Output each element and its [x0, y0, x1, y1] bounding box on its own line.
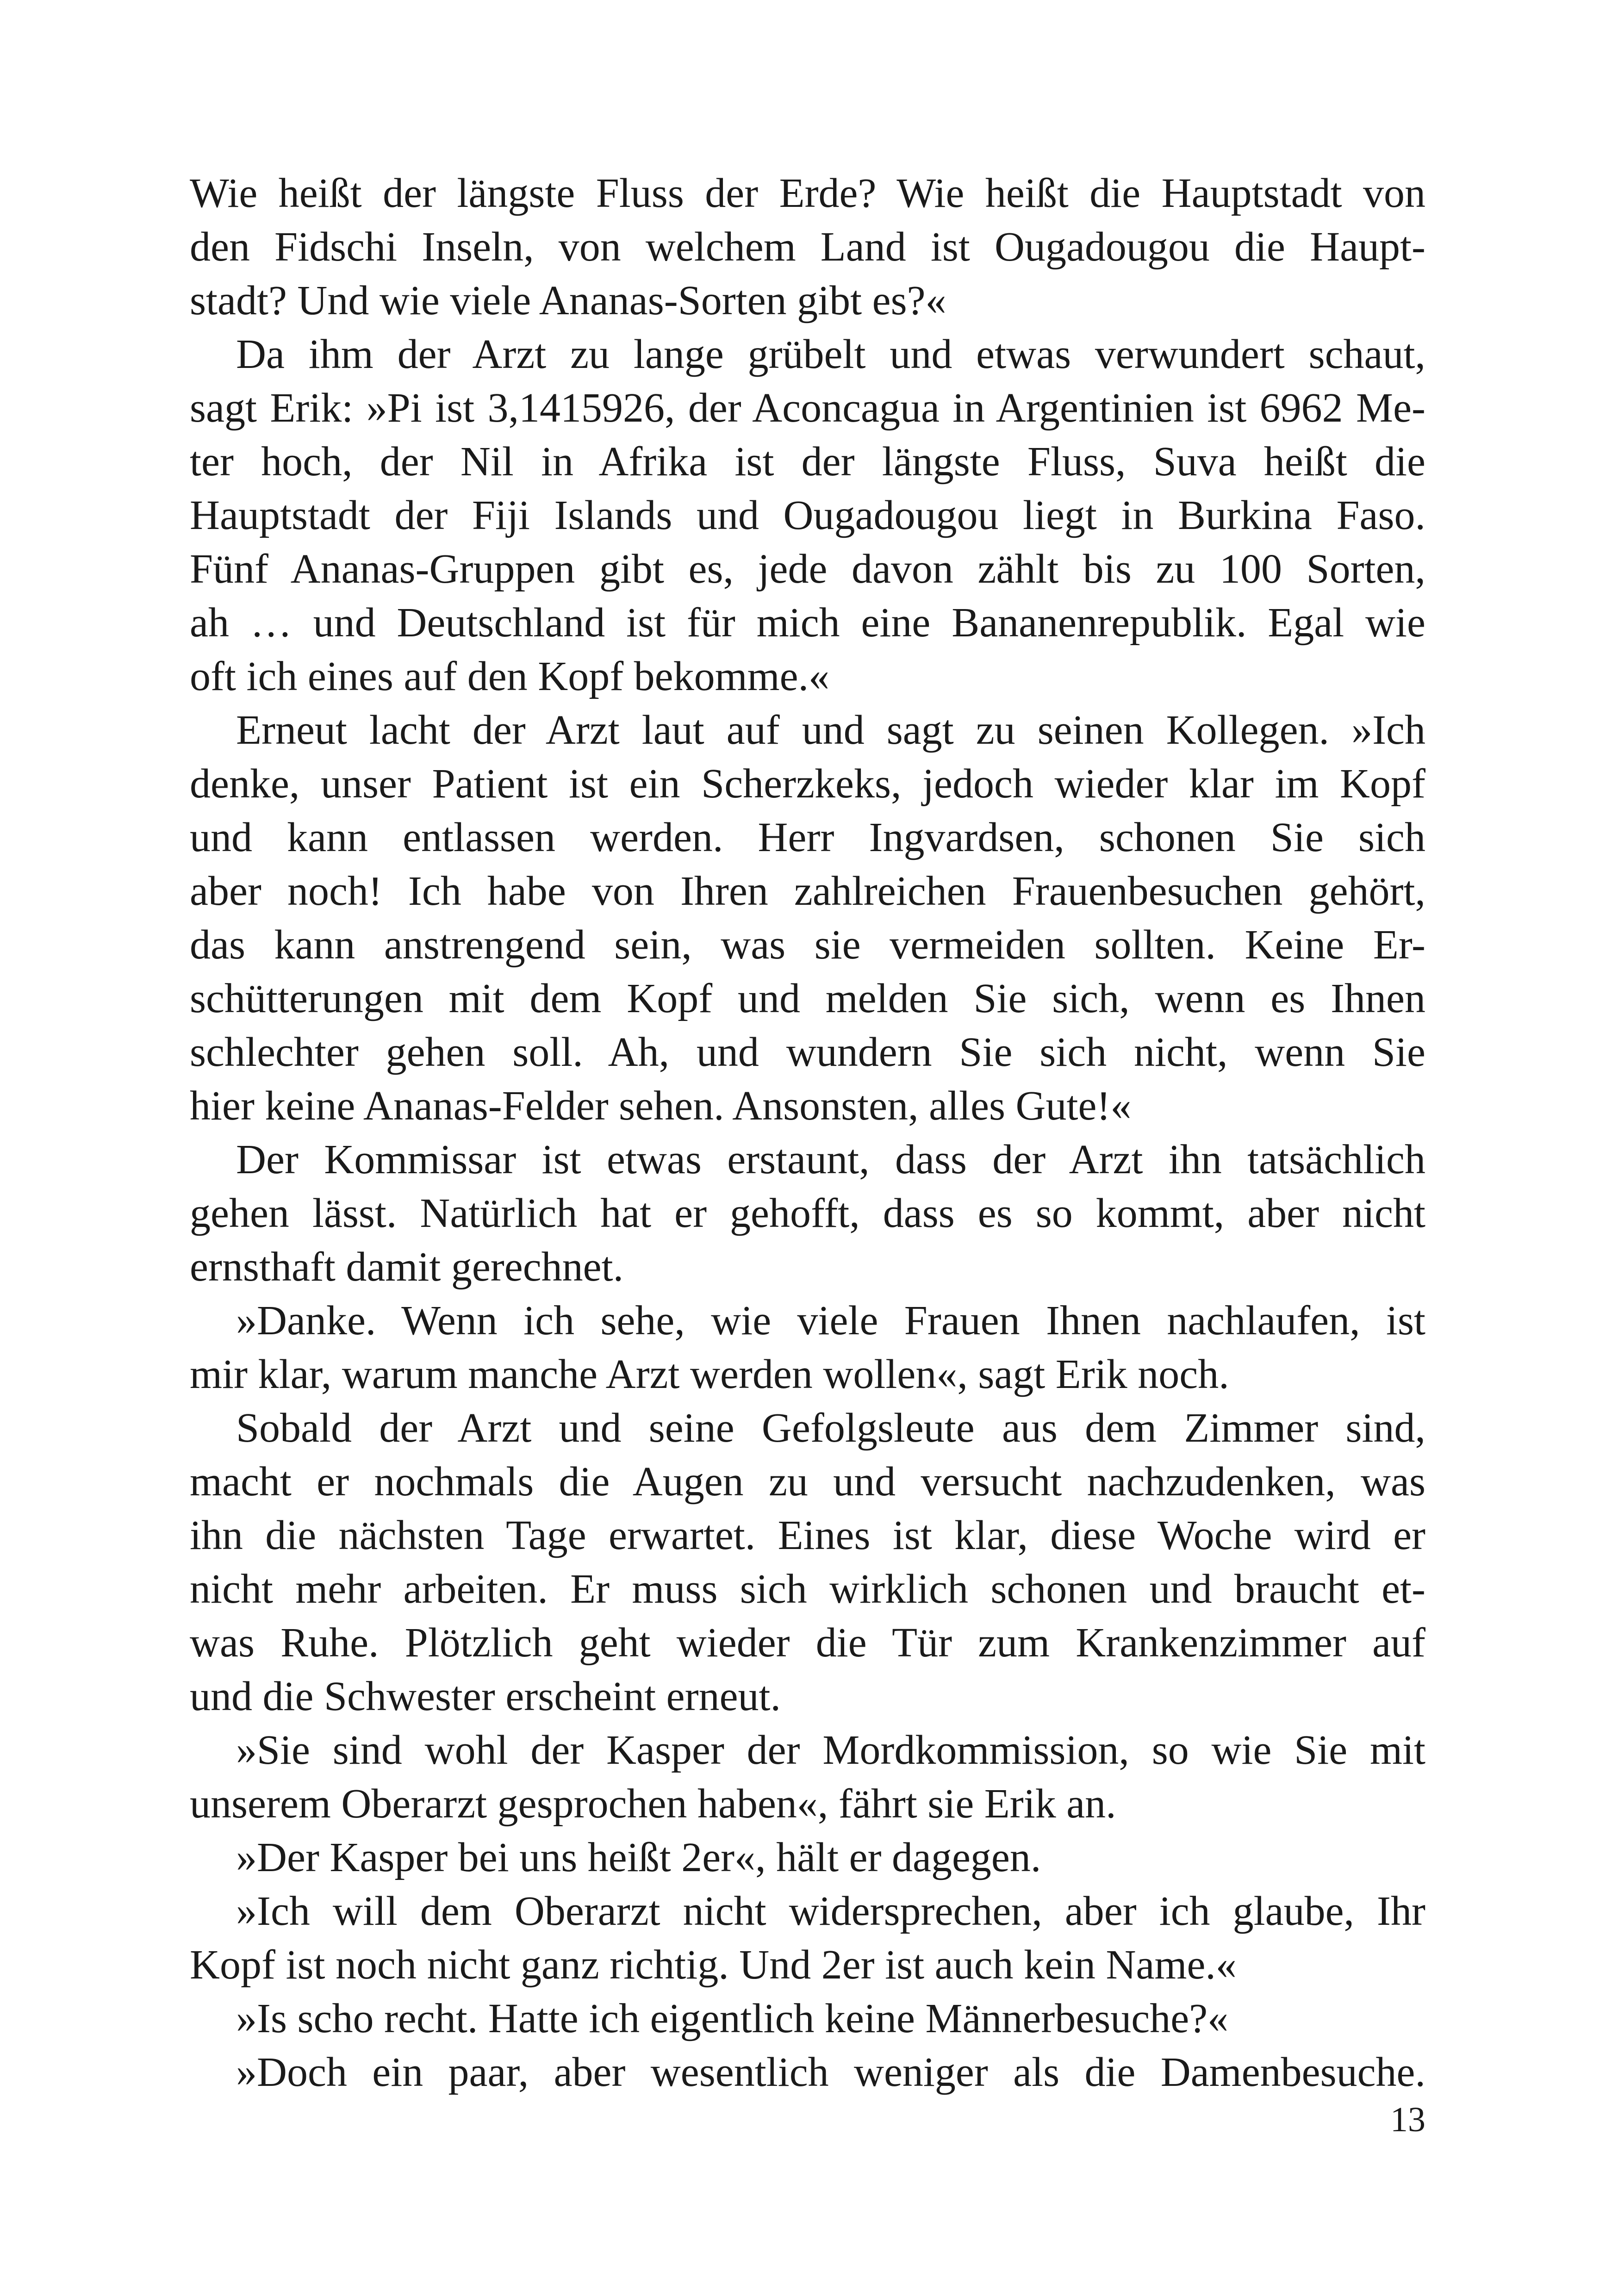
text-line: stadt? Und wie viele Ananas-Sorten gibt es?«	[190, 278, 946, 324]
text-line: hier keine Ananas-Felder sehen. Ansonsten, alles Gute!«	[190, 1083, 1132, 1129]
text-line: sagt Erik: »Pi ist 3,1415926, der Aconcagua in Argentinien ist 6962 Me-	[190, 385, 1425, 431]
text-line: »Sie sind wohl der Kasper der Mordkommission, so wie Sie mit	[236, 1727, 1425, 1773]
text-line: unserem Oberarzt gesprochen haben«, fährt sie Erik an.	[190, 1781, 1116, 1827]
text-line: Fünf Ananas-Gruppen gibt es, jede davon zählt bis zu 100 Sorten,	[190, 546, 1425, 592]
text-line: ihn die nächsten Tage erwartet. Eines ist klar, diese Woche wird er	[190, 1512, 1425, 1558]
text-line: und kann entlassen werden. Herr Ingvardsen, schonen Sie sich	[190, 815, 1425, 860]
text-line: Hauptstadt der Fiji Islands und Ougadougou liegt in Burkina Faso.	[190, 492, 1425, 538]
text-line: Wie heißt der längste Fluss der Erde? Wie heißt die Hauptstadt von	[190, 170, 1425, 216]
text-line: den Fidschi Inseln, von welchem Land ist Ougadougou die Haupt-	[190, 224, 1425, 270]
text-line: aber noch! Ich habe von Ihren zahlreichen Frauenbesuchen gehört,	[190, 868, 1425, 914]
text-line: denke, unser Patient ist ein Scherzkeks, jedoch wieder klar im Kopf	[190, 761, 1425, 807]
text-line: Da ihm der Arzt zu lange grübelt und etwas verwundert schaut,	[236, 331, 1425, 377]
text-line: Erneut lacht der Arzt laut auf und sagt zu seinen Kollegen. »Ich	[236, 707, 1425, 753]
page-number: 13	[1390, 2100, 1425, 2139]
text-line: ah … und Deutschland ist für mich eine Bananenrepublik. Egal wie	[190, 600, 1425, 646]
text-line: gehen lässt. Natürlich hat er gehofft, dass es so kommt, aber nicht	[190, 1190, 1425, 1236]
text-line: Der Kommissar ist etwas erstaunt, dass der Arzt ihn tatsächlich	[236, 1137, 1425, 1182]
text-line: das kann anstrengend sein, was sie vermeiden sollten. Keine Er-	[190, 922, 1425, 968]
text-line: »Ich will dem Oberarzt nicht widersprechen, aber ich glaube, Ihr	[236, 1888, 1425, 1934]
text-line: »Is scho recht. Hatte ich eigentlich keine Männerbesuche?«	[236, 1996, 1229, 2041]
text-line: ernsthaft damit gerechnet.	[190, 1244, 624, 1290]
text-line: nicht mehr arbeiten. Er muss sich wirklich schonen und braucht et-	[190, 1566, 1425, 1612]
text-line: »Danke. Wenn ich sehe, wie viele Frauen Ihnen nachlaufen, ist	[236, 1298, 1425, 1344]
text-line: Kopf ist noch nicht ganz richtig. Und 2er ist auch kein Name.«	[190, 1942, 1237, 1988]
text-line: schlechter gehen soll. Ah, und wundern Sie sich nicht, wenn Sie	[190, 1029, 1425, 1075]
text-line: Sobald der Arzt und seine Gefolgsleute aus dem Zimmer sind,	[236, 1405, 1425, 1451]
text-line: und die Schwester erscheint erneut.	[190, 1674, 781, 1719]
text-line: »Der Kasper bei uns heißt 2er«, hält er dagegen.	[236, 1835, 1041, 1880]
text-line: schütterungen mit dem Kopf und melden Sie sich, wenn es Ihnen	[190, 976, 1425, 1021]
text-line: ter hoch, der Nil in Afrika ist der längste Fluss, Suva heißt die	[190, 439, 1425, 485]
text-line: macht er nochmals die Augen zu und versucht nachzudenken, was	[190, 1459, 1425, 1505]
text-line: mir klar, warum manche Arzt werden wollen«, sagt Erik noch.	[190, 1351, 1229, 1397]
text-line: »Doch ein paar, aber wesentlich weniger als die Damenbesuche.	[236, 2049, 1425, 2095]
text-line: was Ruhe. Plötzlich geht wieder die Tür zum Krankenzimmer auf	[190, 1620, 1425, 1666]
text-line: oft ich eines auf den Kopf bekomme.«	[190, 653, 830, 699]
